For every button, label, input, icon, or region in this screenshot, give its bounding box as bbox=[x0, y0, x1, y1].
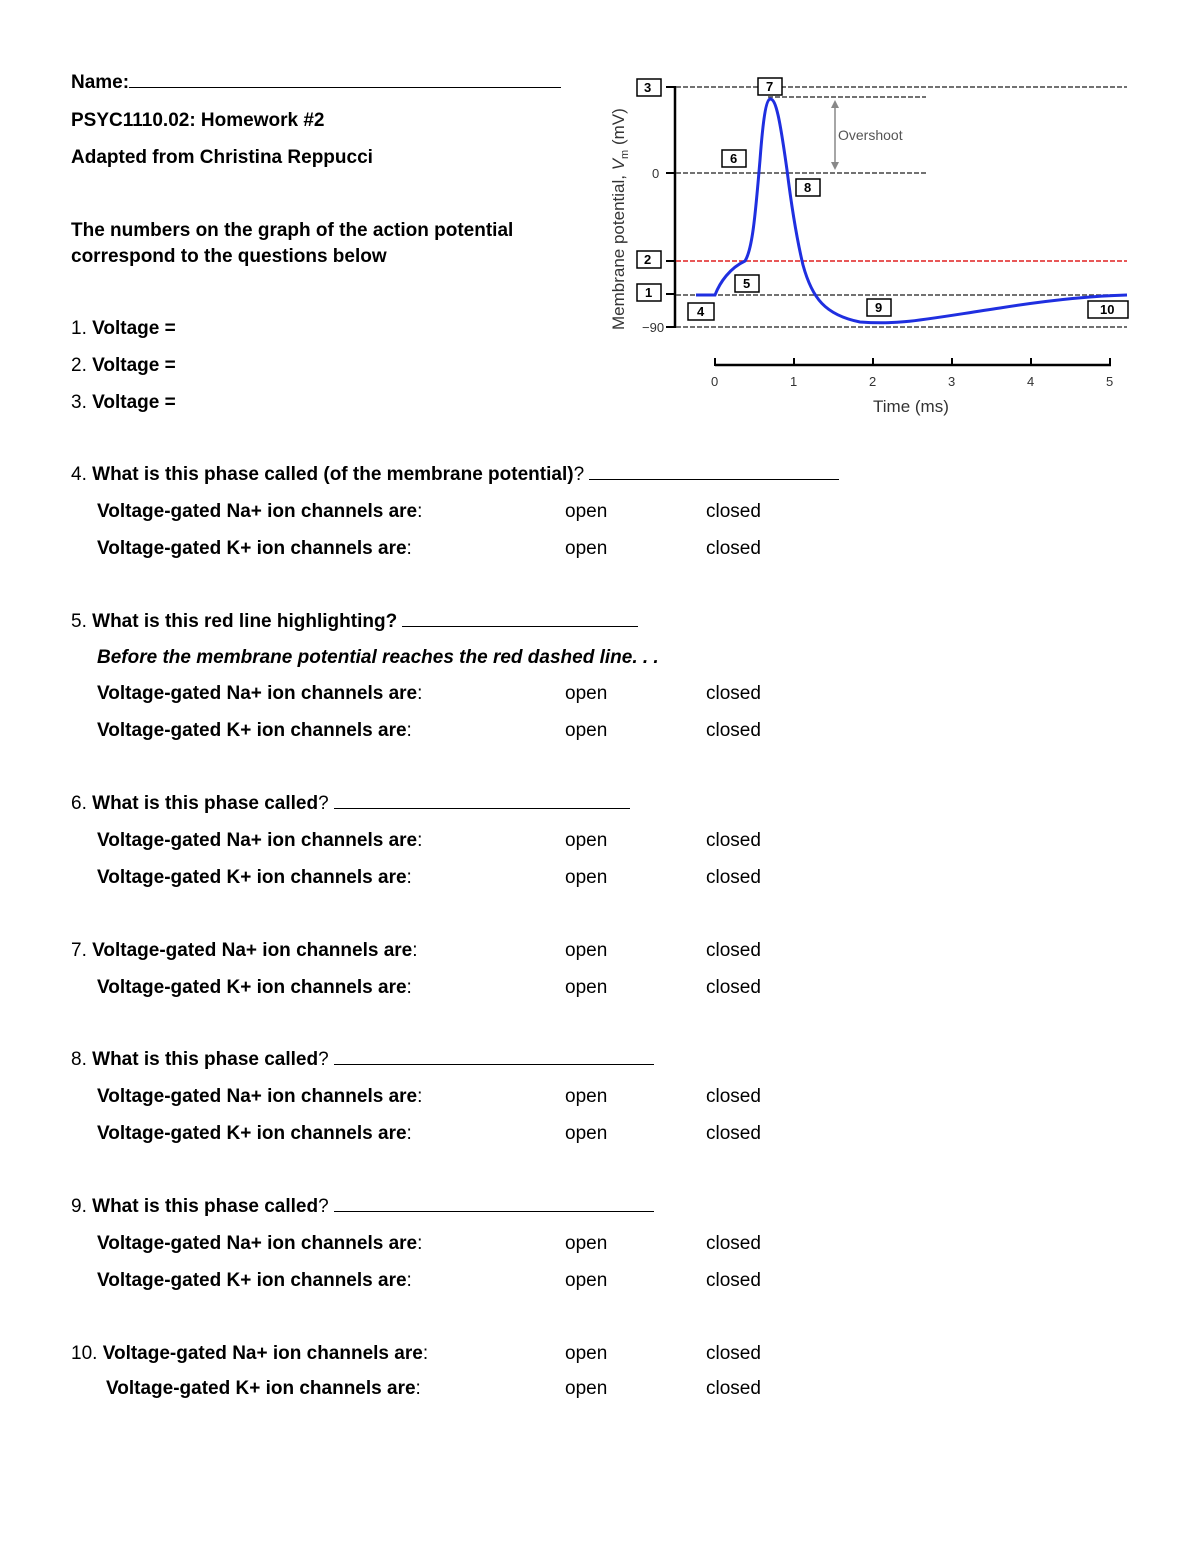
q5-k-open[interactable]: open bbox=[565, 720, 608, 741]
q4-k-open[interactable]: open bbox=[565, 538, 608, 559]
q4-k-closed[interactable]: closed bbox=[706, 538, 761, 559]
q8-k-open[interactable]: open bbox=[565, 1123, 608, 1144]
x-tick-5: 5 bbox=[1106, 374, 1114, 389]
q5-answer-blank[interactable] bbox=[402, 612, 638, 627]
marker-6 bbox=[722, 150, 746, 167]
q9-na-open[interactable]: open bbox=[565, 1233, 608, 1254]
q6-answer-blank[interactable] bbox=[334, 794, 630, 809]
q8-k-closed[interactable]: closed bbox=[706, 1123, 761, 1144]
q9-na-label: Voltage-gated Na+ ion channels are: bbox=[97, 1233, 423, 1254]
marker-7 bbox=[758, 78, 782, 95]
y-tick-zero: 0 bbox=[652, 166, 660, 181]
svg-text:1: 1 bbox=[645, 285, 653, 300]
q10-na-closed[interactable]: closed bbox=[706, 1343, 761, 1364]
question-9: 9. What is this phase called? bbox=[71, 1196, 654, 1218]
q10-k-closed[interactable]: closed bbox=[706, 1378, 761, 1399]
intro-line-2: correspond to the questions below bbox=[71, 246, 387, 267]
q7-k-open[interactable]: open bbox=[565, 977, 608, 998]
q10-k-open[interactable]: open bbox=[565, 1378, 608, 1399]
marker-3 bbox=[637, 79, 661, 96]
svg-text:8: 8 bbox=[804, 180, 812, 195]
svg-text:2: 2 bbox=[644, 252, 652, 267]
q5-na-open[interactable]: open bbox=[565, 683, 608, 704]
q6-k-open[interactable]: open bbox=[565, 867, 608, 888]
q6-na-closed[interactable]: closed bbox=[706, 830, 761, 851]
question-3: 3. Voltage = bbox=[71, 392, 176, 413]
y-axis-title: Membrane potential, $V_m$ (mV) bbox=[609, 108, 631, 330]
x-tick-0: 0 bbox=[711, 374, 719, 389]
overshoot-label: Overshoot bbox=[838, 127, 903, 143]
q5-k-closed[interactable]: closed bbox=[706, 720, 761, 741]
q8-na-label: Voltage-gated Na+ ion channels are: bbox=[97, 1086, 423, 1107]
x-tick-2: 2 bbox=[869, 374, 877, 389]
q4-na-open[interactable]: open bbox=[565, 501, 608, 522]
svg-text:4: 4 bbox=[697, 304, 705, 319]
marker-2 bbox=[637, 251, 661, 268]
svg-text:6: 6 bbox=[730, 151, 738, 166]
q9-answer-blank[interactable] bbox=[334, 1197, 654, 1212]
q8-answer-blank[interactable] bbox=[334, 1050, 654, 1065]
q6-k-label: Voltage-gated K+ ion channels are: bbox=[97, 867, 412, 888]
question-2: 2. Voltage = bbox=[71, 355, 176, 376]
y-tick-minus90: −90 bbox=[642, 320, 665, 335]
q10-na-label: 10. Voltage-gated Na+ ion channels are: bbox=[71, 1343, 429, 1364]
question-8: 8. What is this phase called? bbox=[71, 1049, 654, 1071]
x-tick-3: 3 bbox=[948, 374, 956, 389]
q10-na-open[interactable]: open bbox=[565, 1343, 608, 1364]
action-potential-curve bbox=[696, 99, 1127, 323]
x-tick-4: 4 bbox=[1027, 374, 1035, 389]
q7-na-closed[interactable]: closed bbox=[706, 940, 761, 961]
q7-na-open[interactable]: open bbox=[565, 940, 608, 961]
marker-8 bbox=[796, 179, 820, 196]
q5-na-label: Voltage-gated Na+ ion channels are: bbox=[97, 683, 423, 704]
question-5: 5. What is this red line highlighting? bbox=[71, 611, 638, 633]
q9-k-label: Voltage-gated K+ ion channels are: bbox=[97, 1270, 412, 1291]
intro-line-1: The numbers on the graph of the action potential bbox=[71, 220, 514, 241]
q6-na-open[interactable]: open bbox=[565, 830, 608, 851]
q6-na-label: Voltage-gated Na+ ion channels are: bbox=[97, 830, 423, 851]
q8-na-open[interactable]: open bbox=[565, 1086, 608, 1107]
question-4: 4. What is this phase called (of the membrane potential)? bbox=[71, 464, 839, 486]
q5-note: Before the membrane potential reaches the red dashed line. . . bbox=[97, 647, 659, 668]
q4-na-label: Voltage-gated Na+ ion channels are: bbox=[97, 501, 423, 522]
marker-5 bbox=[735, 275, 759, 292]
adapted-credit: Adapted from Christina Reppucci bbox=[71, 147, 373, 168]
question-6: 6. What is this phase called? bbox=[71, 793, 630, 815]
q4-na-closed[interactable]: closed bbox=[706, 501, 761, 522]
q9-k-open[interactable]: open bbox=[565, 1270, 608, 1291]
action-potential-chart bbox=[600, 70, 1140, 430]
q7-k-closed[interactable]: closed bbox=[706, 977, 761, 998]
q7-na-label: 7. Voltage-gated Na+ ion channels are: bbox=[71, 940, 418, 961]
q8-k-label: Voltage-gated K+ ion channels are: bbox=[97, 1123, 412, 1144]
marker-9 bbox=[867, 299, 891, 316]
q9-k-closed[interactable]: closed bbox=[706, 1270, 761, 1291]
svg-text:9: 9 bbox=[875, 300, 883, 315]
name-label: Name: bbox=[71, 72, 130, 93]
q10-k-label: Voltage-gated K+ ion channels are: bbox=[106, 1378, 421, 1399]
name-field[interactable] bbox=[71, 72, 561, 94]
q4-k-label: Voltage-gated K+ ion channels are: bbox=[97, 538, 412, 559]
svg-text:10: 10 bbox=[1100, 302, 1115, 317]
x-tick-1: 1 bbox=[790, 374, 798, 389]
q5-k-label: Voltage-gated K+ ion channels are: bbox=[97, 720, 412, 741]
marker-4 bbox=[688, 303, 714, 320]
q6-k-closed[interactable]: closed bbox=[706, 867, 761, 888]
x-axis-title: Time (ms) bbox=[873, 397, 949, 416]
marker-1 bbox=[637, 284, 661, 301]
question-1: 1. Voltage = bbox=[71, 318, 176, 339]
svg-text:7: 7 bbox=[766, 79, 774, 94]
course-title: PSYC1110.02: Homework #2 bbox=[71, 110, 325, 131]
q8-na-closed[interactable]: closed bbox=[706, 1086, 761, 1107]
marker-10 bbox=[1088, 301, 1128, 318]
svg-text:3: 3 bbox=[644, 80, 652, 95]
q7-k-label: Voltage-gated K+ ion channels are: bbox=[97, 977, 412, 998]
q5-na-closed[interactable]: closed bbox=[706, 683, 761, 704]
q4-answer-blank[interactable] bbox=[589, 465, 839, 480]
svg-text:5: 5 bbox=[743, 276, 751, 291]
q9-na-closed[interactable]: closed bbox=[706, 1233, 761, 1254]
